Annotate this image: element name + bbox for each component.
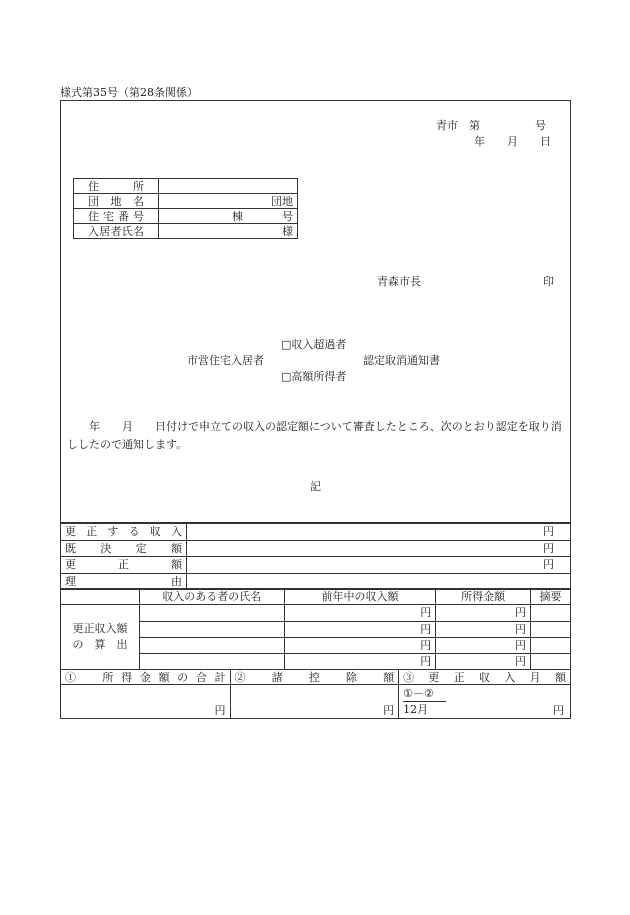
income-row-label: 既決定額 [61,540,187,557]
option-over-income-label: 収入超過者 [291,338,347,351]
house-number-value [159,209,298,224]
table-row [61,524,571,541]
mayor-title: 青森市長 [377,275,421,288]
option-over-income [281,339,346,350]
income-amount-cell: 円 [436,605,531,621]
notice-frame [60,100,571,523]
danchi-label: 団地名 [74,194,159,209]
notice-body-text: 年 月 日付けで申立ての収入の認定額について審査したところ、次のとおり認定を取り消ししたので通知します。 [67,420,562,451]
table-header-row [61,589,571,605]
column-header: 前年中の収入額 [284,589,436,605]
income-row-value: 円 [187,524,571,541]
checkbox-icon: □ [281,338,292,351]
income-row-value: 円 [187,557,571,574]
resident-name-value: 様 [159,224,298,239]
checkbox-icon: □ [281,370,292,383]
income-amount-cell: 円 [436,621,531,637]
date-line: 年 月 日 [474,135,551,148]
table-row [61,605,571,621]
danchi-value: 団地 [159,194,298,209]
remarks-cell [531,621,571,637]
summary-table [60,669,571,719]
notice-suffix: 認定取消通知書 [363,354,440,367]
room-unit: 号 [282,209,293,223]
calc-row-label [61,605,140,670]
address-value [159,179,298,194]
prev-income-cell: 円 [284,621,436,637]
calc-row-label-2: の 算 出 [72,638,128,652]
option-high-income [281,371,346,382]
table-row [61,540,571,557]
monthly-income-value [399,685,571,719]
income-row-label: 理由 [61,573,187,590]
income-table [60,523,571,590]
prev-income-cell: 円 [284,605,436,621]
table-row [61,557,571,574]
income-row-label: 更正額 [61,557,187,574]
income-amount-cell: 円 [436,654,531,670]
earner-name-cell [139,637,284,653]
remarks-cell [531,654,571,670]
earner-name-cell [139,605,284,621]
months-label: 12月 [403,703,429,716]
column-header: 摘要 [531,589,571,605]
income-row-label: 更正する収入 [61,524,187,541]
deductions-value: 円 [230,685,399,719]
earner-name-cell [139,621,284,637]
blank-header [61,589,140,605]
prev-income-cell: 円 [284,654,436,670]
calc-row-label-1: 更正収入額 [72,622,128,636]
notice-prefix: 市営住宅入居者 [187,354,264,367]
deductions-header: ② 諸 控 除 額 [230,670,399,685]
calculation-table [60,588,571,670]
column-header: 収入のある者の氏名 [139,589,284,605]
address-label: 住 所 [74,179,159,194]
monthly-unit: 円 [553,704,564,717]
total-income-value: 円 [61,685,231,719]
ki-heading: 記 [310,480,321,493]
option-high-income-label: 高額所得者 [291,370,347,383]
formula-denominator [403,701,446,717]
address-table [73,178,298,239]
income-amount-cell: 円 [436,637,531,653]
formula-numerator: ①－② [403,687,434,700]
earner-name-cell [139,654,284,670]
summary-value-row [61,685,571,719]
form-label: 様式第35号（第28条関係） [60,86,198,99]
column-header: 所得金額 [436,589,531,605]
resident-name-label: 入居者氏名 [74,224,159,239]
house-number-label: 住宅番号 [74,209,159,224]
total-income-header: ① 所得金額の合計 [61,670,231,685]
monthly-income-header: ③ 更 正 収 入 月 額 [399,670,571,685]
remarks-cell [531,637,571,653]
remarks-cell [531,605,571,621]
seal-mark: 印 [543,275,554,288]
summary-header-row [61,670,571,685]
income-row-value: 円 [187,540,571,557]
city-number-line: 青市 第 号 [436,119,546,132]
building-unit: 棟 [232,209,243,223]
prev-income-cell: 円 [284,637,436,653]
